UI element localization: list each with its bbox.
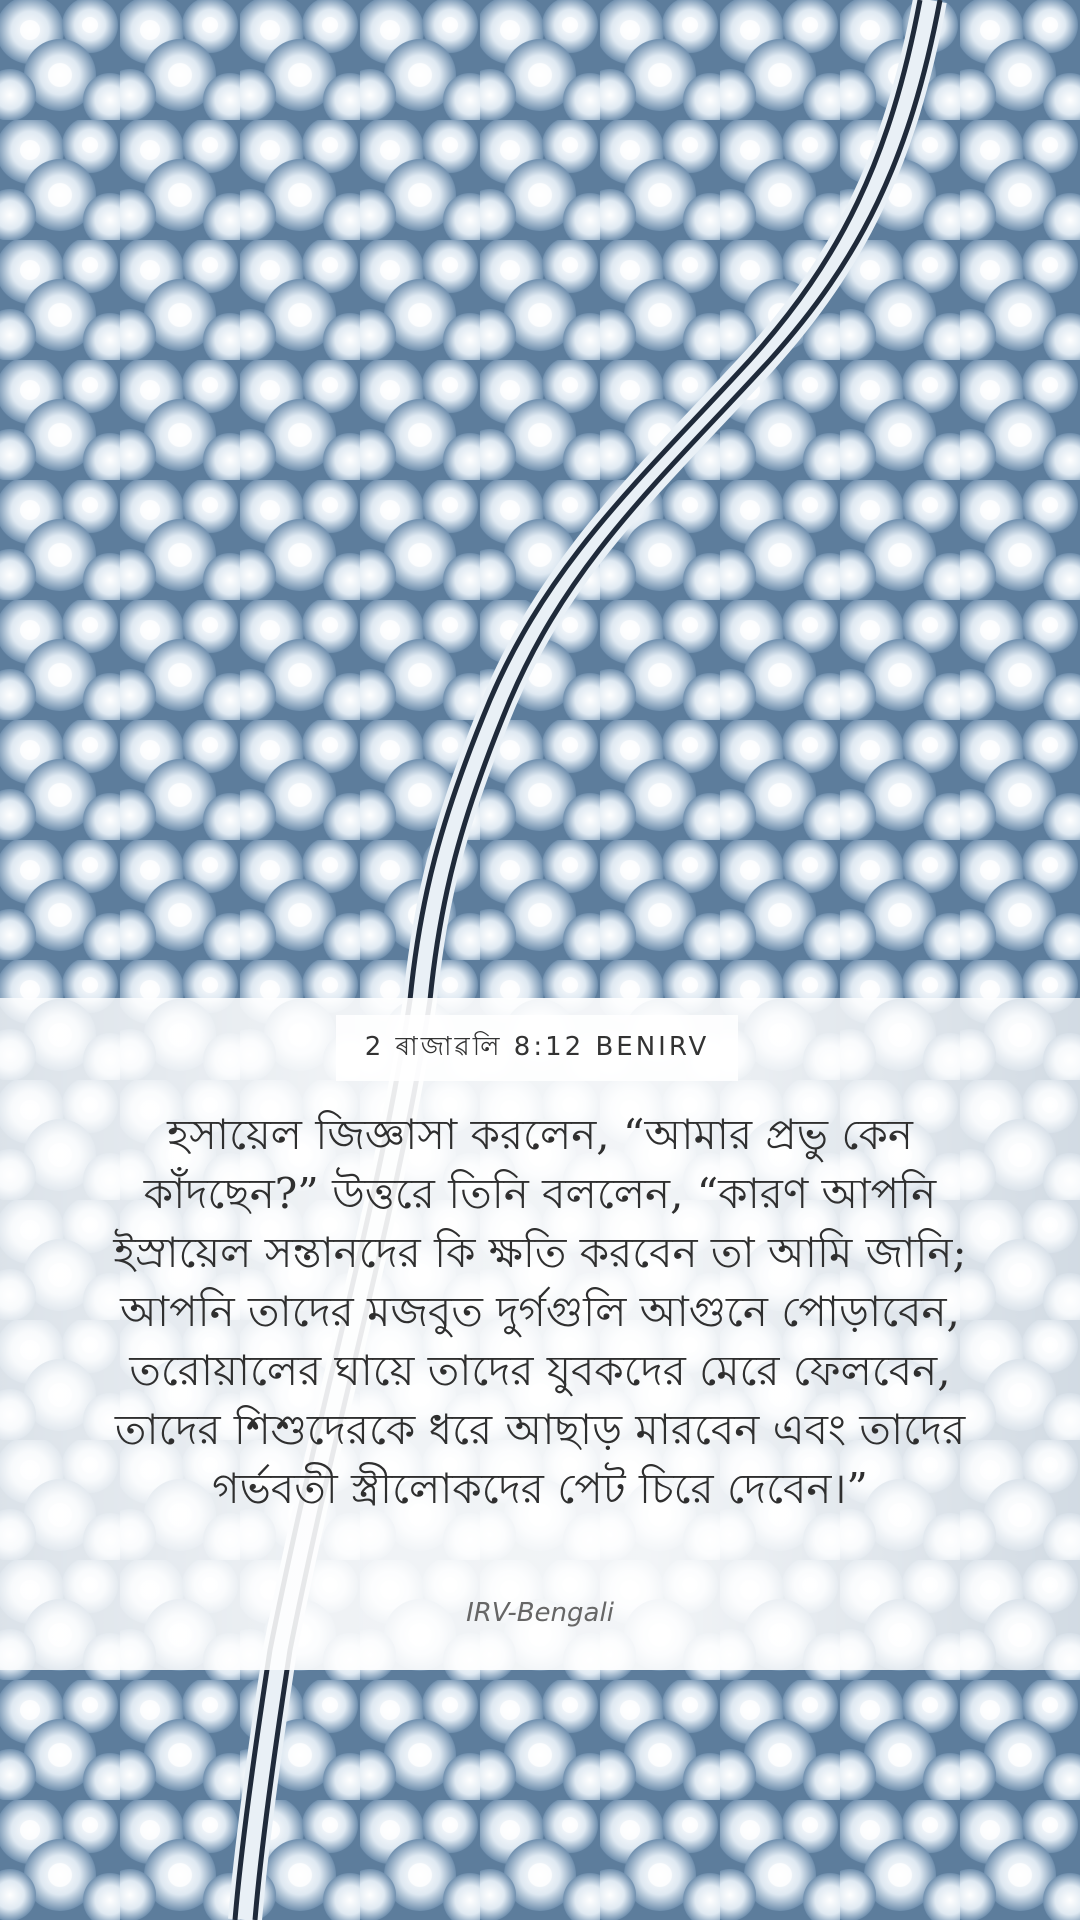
reference-box xyxy=(336,1015,738,1081)
verse-reference: 2 ৰাজাৱলি 8:12 BENIRV xyxy=(364,1032,710,1062)
verse-text: হসায়েল জিজ্ঞাসা করলেন, “আমার প্রভু কেন কাঁদছেন?” উত্তরে তিনি বললেন, “কারণ আপনি ইস্রায়েল সন্তানদের কি ক্ষতি করবেন তা আমি জানি; আপনি তাদের মজবুত দুর্গগুলি আগুনে পোড়াবেন, তরোয়ালের ঘায়ে তাদের যুবকদের মেরে ফেলবেন, তাদের শিশুদেরকে ধরে আছাড় মারবেন এবং তাদের গর্ভবতী স্ত্রীলোকদের পেট চিরে দেবেন।” xyxy=(113,1110,967,1513)
bible-version: IRV-Bengali xyxy=(466,1598,614,1628)
